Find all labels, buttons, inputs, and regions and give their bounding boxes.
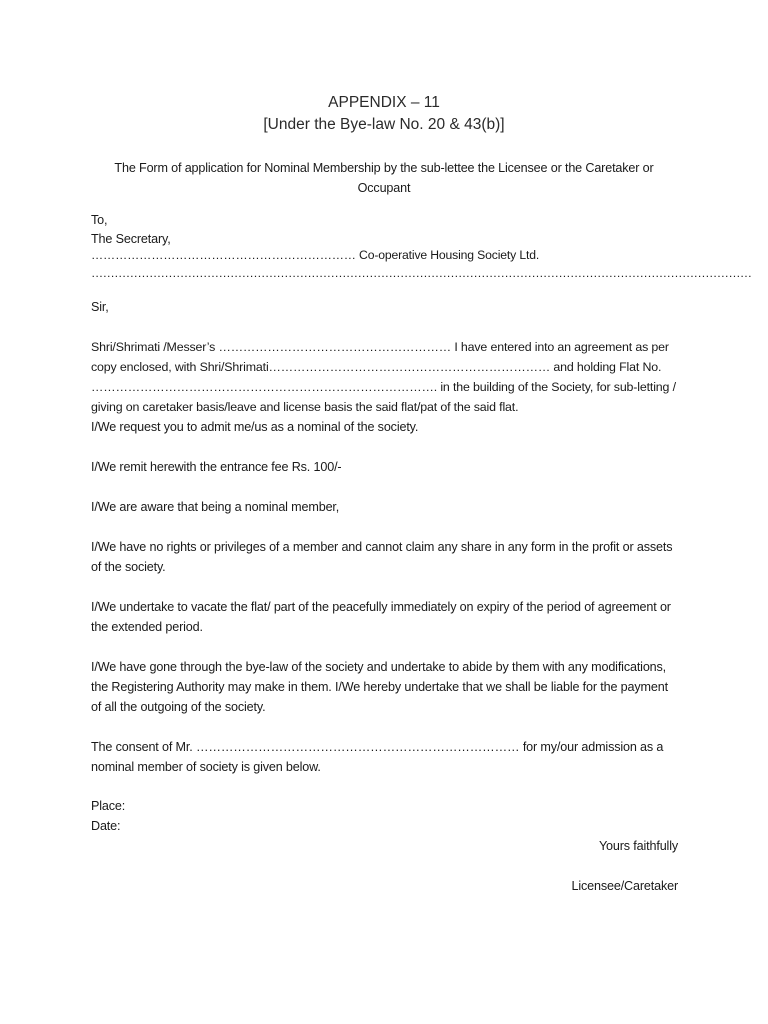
paragraph-vacate: I/We undertake to vacate the flat/ part of the peacefully immediately on expiry of the period of agreement or the extended period.: [91, 600, 671, 634]
date-label: Date:: [91, 819, 121, 833]
paragraph-bye-law: I/We have gone through the bye-law of the society and undertake to abide by them with any modifications, the Registering Authority may make in them. I/We hereby undertake that we shall be liable for the payment of all the outgoing of the society.: [91, 660, 668, 714]
salutation: Sir,: [91, 300, 109, 314]
place-label: Place:: [91, 799, 126, 813]
bye-law-reference: [Under the Bye-law No. 20 & 43(b)]: [263, 116, 505, 133]
address-recipient: The Secretary,: [91, 232, 171, 246]
paragraph-entrance-fee: I/We remit herewith the entrance fee Rs. 100/-: [91, 460, 342, 474]
paragraph-aware: I/We are aware that being a nominal member,: [91, 500, 340, 514]
paragraph-no-rights: I/We have no rights or privileges of a member and cannot claim any share in any form in the profit or assets of the society.: [91, 540, 673, 574]
signatory-label: Licensee/Caretaker: [571, 879, 678, 893]
closing-yours-faithfully: Yours faithfully: [598, 839, 678, 853]
address-to: To,: [91, 213, 108, 227]
appendix-title: APPENDIX – 11: [328, 94, 440, 111]
paragraph-request: I/We request you to admit me/us as a nominal of the society.: [91, 420, 419, 434]
paragraph-consent: The consent of Mr. …………………………………………………………………… for my/our admission as a nominal member of society is given below.: [91, 740, 664, 774]
form-title: The Form of application for Nominal Membership by the sub-lettee the Licensee or the Caretaker or Occupant: [114, 161, 654, 195]
address-line: ………………………………………………………………………………………………………………………………………………………: [91, 266, 752, 280]
address-society: ………………………………………………………… Co-operative Housing Society Ltd.: [91, 248, 540, 262]
paragraph-agreement: Shri/Shrimati /Messer’s ………………………………………………… I have entered into an agreement as per copy enclosed, with Shri/Shrimati…………………………………………………………… and holding Flat No. …………………………………………………………………………. in the building of the Society, for sub-letting / giving on caretaker basis/leave and license basis the said flat/pat of the said flat.: [91, 340, 676, 414]
